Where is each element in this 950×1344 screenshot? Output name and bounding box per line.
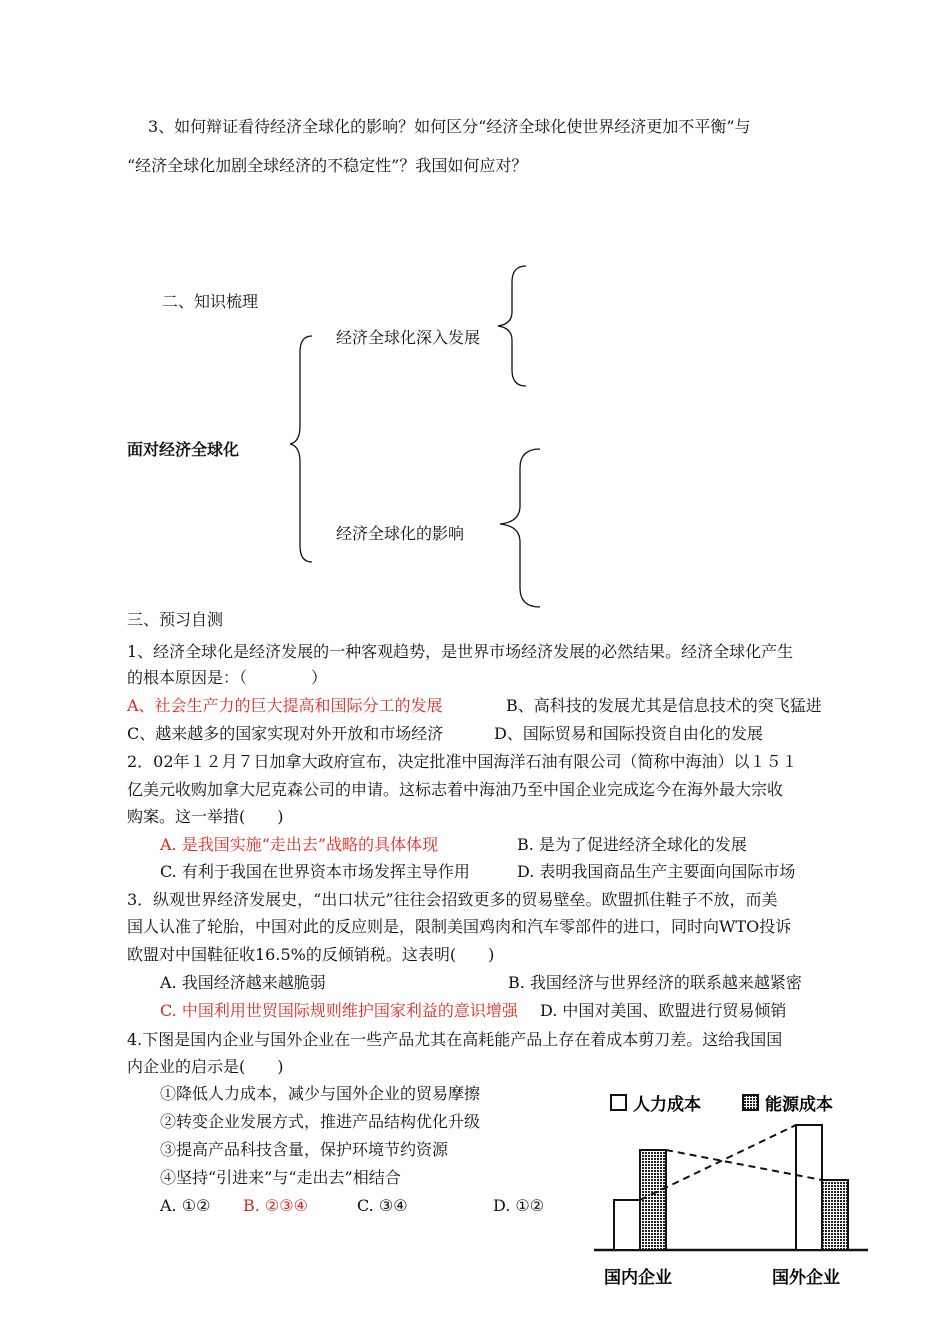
bar-energy-domestic (640, 1150, 666, 1250)
q2-option-a: A. 是我国实施“走出去”战略的具体体现 (160, 835, 439, 854)
q1-option-c: C、越来越多的国家实现对外开放和市场经济 (127, 724, 444, 743)
bar-energy-foreign (822, 1180, 848, 1250)
q2-stem2: 亿美元收购加拿大尼克森公司的申请。这标志着中海油乃至中国企业完成迄今在海外最大宗收 (127, 780, 784, 799)
q4-statement-2: ②转变企业发展方式，推进产品结构优化升级 (160, 1112, 481, 1131)
bar-labor-foreign (796, 1125, 822, 1250)
q1-option-d: D、国际贸易和国际投资自由化的发展 (494, 724, 763, 743)
q2-stem1: 2．02年１２月７日加拿大政府宣布，决定批准中国海洋石油有限公司（简称中海油）以１５１ (127, 752, 798, 771)
category-label-foreign: 国外企业 (772, 1268, 840, 1288)
q1-option-a: A、社会生产力的巨大提高和国际分工的发展 (127, 696, 443, 715)
legend-label-labor: 人力成本 (633, 1095, 701, 1115)
q2-option-c: C. 有利于我国在世界资本市场发挥主导作用 (160, 862, 470, 881)
root-label: 面对经济全球化 (127, 440, 240, 459)
q1-stem2: 的根本原因是：（ ） (127, 668, 328, 687)
q4-stem1: 4.下图是国内企业与国外企业在一些产品尤其在高耗能产品上存在着成本剪刀差。这给我国国 (127, 1030, 783, 1049)
q3b-option-b: B. 我国经济与世界经济的联系越来越紧密 (508, 973, 802, 992)
q2-option-d: D. 表明我国商品生产主要面向国际市场 (517, 862, 796, 881)
q3b-option-c: C. 中国利用世贸国际规则维护国家利益的意识增强 (160, 1001, 518, 1020)
legend-label-energy: 能源成本 (765, 1095, 833, 1115)
bar-labor-domestic (614, 1200, 640, 1250)
legend-swatch-energy (743, 1095, 758, 1110)
q3b-stem2: 国人认准了轮胎，中国对此的反应则是，限制美国鸡肉和汽车零部件的进口，同时向WTO投诉 (127, 917, 792, 936)
q4-option-d: D. ①② (493, 1196, 545, 1215)
q1-option-b: B、高科技的发展尤其是信息技术的突飞猛进 (506, 696, 822, 715)
section3-heading: 三、预习自测 (127, 610, 224, 629)
q4-stem2: 内企业的启示是( ) (127, 1057, 284, 1076)
q3-line2: “经济全球化加剧全球经济的不稳定性”？我国如何应对？ (127, 156, 528, 175)
q4-statement-3: ③提高产品科技含量，保护环境节约资源 (160, 1140, 449, 1159)
q4-statement-4: ④坚持“引进来”与“走出去”相结合 (160, 1168, 401, 1187)
q2-stem3: 购案。这一举措( ) (127, 807, 284, 826)
q4-option-a: A. ①② (160, 1196, 211, 1215)
q2-option-b: B. 是为了促进经济全球化的发展 (517, 835, 747, 854)
q4-option-b: B. ②③④ (243, 1196, 308, 1215)
q3b-stem1: 3．纵观世界经济发展史，“出口状元”往往会招致更多的贸易壁垒。欧盟抓住鞋子不放，而美 (127, 890, 778, 909)
category-label-domestic: 国内企业 (604, 1268, 672, 1288)
q3b-stem3: 欧盟对中国鞋征收16.5%的反倾销税。这表明( ) (127, 945, 495, 964)
branch1-label: 经济全球化深入发展 (336, 328, 481, 347)
section2-heading: 二、知识梳理 (162, 292, 259, 311)
q3b-option-d: D. 中国对美国、欧盟进行贸易倾销 (540, 1001, 787, 1020)
legend-swatch-labor (611, 1095, 626, 1110)
q4-statement-1: ①降低人力成本，减少与国外企业的贸易摩擦 (160, 1084, 481, 1103)
q1-stem1: 1、经济全球化是经济发展的一种客观趋势，是世界市场经济发展的必然结果。经济全球化产生 (127, 642, 794, 661)
branch2-label: 经济全球化的影响 (336, 524, 465, 543)
q3b-option-a: A. 我国经济越来越脆弱 (160, 973, 326, 992)
q4-option-c: C. ③④ (357, 1196, 408, 1215)
q3-line1: 3、如何辩证看待经济全球化的影响？如何区分“经济全球化使世界经济更加不平衡”与 (148, 117, 751, 136)
